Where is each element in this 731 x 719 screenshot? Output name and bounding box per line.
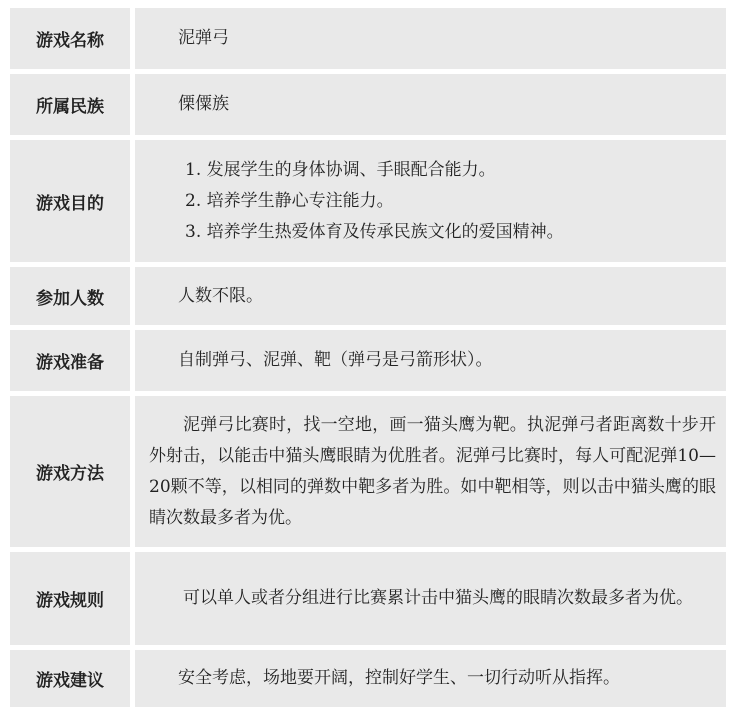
row-value: 安全考虑，场地要开阔，控制好学生、一切行动听从指挥。: [178, 668, 620, 688]
method-paragraph: 泥弹弓比赛时，找一空地，画一猫头鹰为靶。执泥弹弓者距离数十步开外射击，以能击中猫头鹰眼睛为优胜者。泥弹弓比赛时，每人可配泥弹10—20颗不等，以相同的弹数中靶多者为胜。如中靶相等，则以击中猫头鹰的眼睛次数最多者为优。: [149, 414, 716, 528]
row-value-block: [135, 396, 726, 547]
row-label: 游戏名称: [10, 8, 135, 69]
game-info-table: [10, 8, 726, 707]
row-value-block: [135, 552, 726, 645]
purpose-list: [135, 140, 726, 262]
row-rules: [10, 552, 726, 645]
list-item: 3. 培养学生热爱体育及传承民族文化的爱国精神。: [185, 221, 564, 242]
row-game-name: [10, 8, 726, 69]
row-label: 游戏目的: [10, 140, 135, 262]
row-label: 参加人数: [10, 267, 135, 325]
row-ethnic-group: [10, 74, 726, 135]
row-participants: [10, 267, 726, 325]
rules-paragraph: 可以单人或者分组进行比赛累计击中猫头鹰的眼睛次数最多者为优。: [183, 588, 693, 608]
row-value: 自制弹弓、泥弹、靶（弹弓是弓箭形状）。: [178, 350, 493, 370]
row-value: 傈僳族: [178, 94, 229, 114]
row-label: 游戏方法: [10, 396, 135, 547]
row-value: 泥弹弓: [178, 28, 229, 48]
row-method: [10, 396, 726, 547]
row-label: 所属民族: [10, 74, 135, 135]
row-game-purpose: [10, 140, 726, 262]
row-label: 游戏准备: [10, 330, 135, 391]
row-suggestions: [10, 650, 726, 707]
list-item: 2. 培养学生静心专注能力。: [185, 190, 394, 211]
row-preparation: [10, 330, 726, 391]
row-label: 游戏规则: [10, 552, 135, 645]
row-label: 游戏建议: [10, 650, 135, 707]
row-value: 人数不限。: [178, 285, 263, 306]
list-item: 1. 发展学生的身体协调、手眼配合能力。: [185, 159, 496, 180]
